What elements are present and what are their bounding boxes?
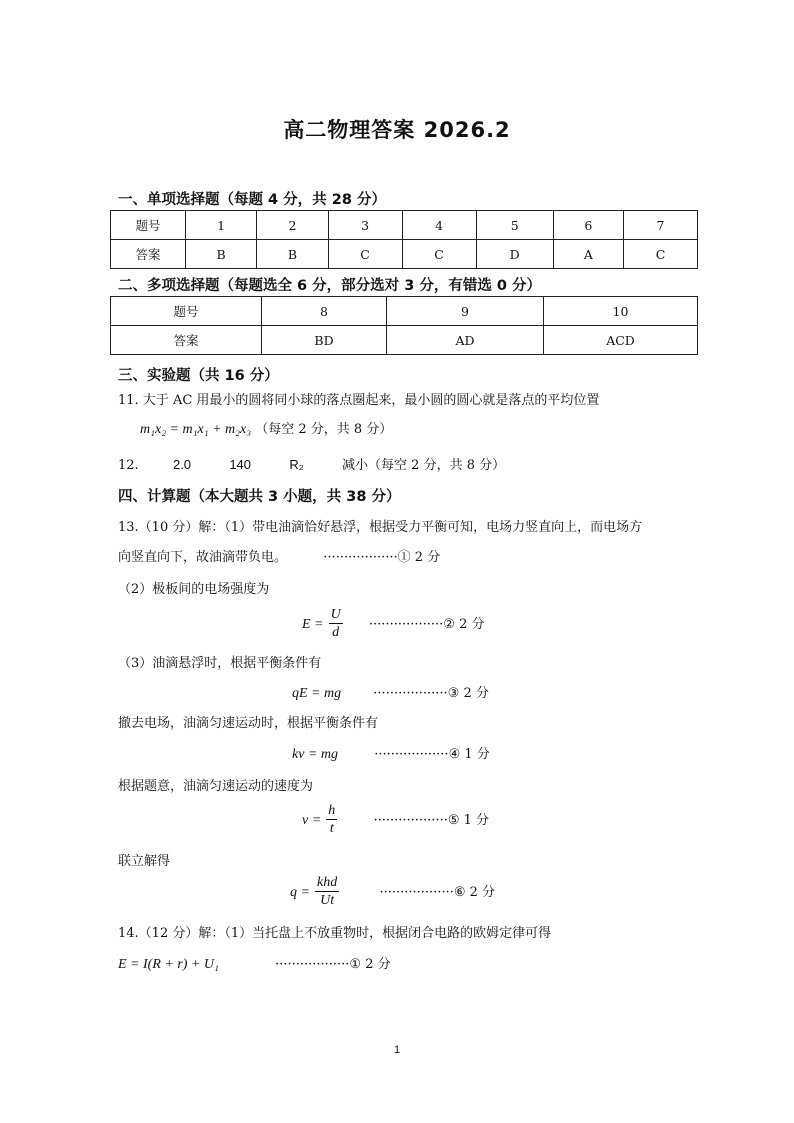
q11-text: 11. 大于 AC 用最小的圆将同小球的落点圈起来，最小圆的圆心就是落点的平均位置 <box>118 393 600 408</box>
table-row <box>111 326 698 355</box>
q11-equation: m₁x₂ = m₁x₁ + m₂x₃ <box>140 422 252 437</box>
eq2-numerator: U <box>330 607 341 622</box>
page-number: 1 <box>393 1044 401 1056</box>
q13-part3: （3）油滴悬浮时，根据平衡条件有 <box>118 656 322 671</box>
eq2-fraction <box>329 606 343 641</box>
eq5-lhs: v = <box>302 813 322 828</box>
table-cell: ACD <box>544 326 698 355</box>
table-cell: 7 <box>623 211 697 240</box>
eq6-row <box>290 874 495 909</box>
page-title: 高二物理答案 2026.2 <box>283 118 511 142</box>
section1-heading: 一、单项选择题（每题 4 分，共 28 分） <box>118 192 386 208</box>
q13-part4: 撤去电场，油滴匀速运动时，根据平衡条件有 <box>118 716 379 731</box>
eq4-row <box>292 743 490 763</box>
q13-mark2: ··················② 2 分 <box>368 617 485 632</box>
q13-mark4: ··················④ 1 分 <box>374 747 490 762</box>
q12-answer-2: 140 <box>229 457 252 472</box>
table-cell: 8 <box>262 297 387 326</box>
q14-mark1: ··················① 2 分 <box>275 957 391 972</box>
row-label-a: 答案 <box>111 240 186 269</box>
q13-line1: 13.（10 分）解：（1）带电油滴恰好悬浮，根据受力平衡可知，电场力竖直向上，而电场方 <box>118 520 643 535</box>
table-cell: 1 <box>186 211 257 240</box>
table-cell: C <box>623 240 697 269</box>
table-cell: B <box>257 240 328 269</box>
table-cell: 9 <box>387 297 544 326</box>
table-cell: 6 <box>553 211 623 240</box>
table-cell: C <box>402 240 476 269</box>
section2-heading: 二、多项选择题（每题选全 6 分，部分选对 3 分，有错选 0 分） <box>118 278 542 294</box>
q14-eq1-row <box>118 953 391 973</box>
q14-eq1: E = I(R + r) + U₁ <box>118 957 219 972</box>
q13-mark3: ··················③ 2 分 <box>373 686 489 701</box>
q11-equation-line <box>140 418 392 438</box>
row-label-q: 题号 <box>111 211 186 240</box>
table-row <box>111 240 698 269</box>
q11-note: （每空 2 分，共 8 分） <box>255 422 393 437</box>
q12-note: （每空 2 分，共 8 分） <box>368 458 506 473</box>
q12-line <box>118 454 505 473</box>
table-cell: 10 <box>544 297 698 326</box>
eq6-lhs: q = <box>290 885 310 900</box>
q13-mark1: ··················① 2 分 <box>323 550 441 565</box>
section3-heading: 三、实验题（共 16 分） <box>118 368 279 384</box>
eq4: kv = mg <box>292 747 338 762</box>
eq2-lhs: E = <box>302 617 324 632</box>
table-cell: BD <box>262 326 387 355</box>
eq5-row <box>302 802 489 837</box>
q13-line2: 向竖直向下，故油滴带负电。 <box>118 550 288 565</box>
table-cell: B <box>186 240 257 269</box>
eq6-denominator: Ut <box>320 893 335 908</box>
table-cell: 2 <box>257 211 328 240</box>
table-cell: 4 <box>402 211 476 240</box>
q14-line1: 14.（12 分）解：（1）当托盘上不放重物时，根据闭合电路的欧姆定律可得 <box>118 926 552 941</box>
q13-part6: 联立解得 <box>118 854 171 869</box>
q13-mark6: ··················⑥ 2 分 <box>379 885 496 900</box>
q13-line2-wrap <box>118 546 440 565</box>
q12-answer-3: R₂ <box>289 457 304 472</box>
eq5-numerator: h <box>328 803 336 818</box>
q13-part2: （2）极板间的电场强度为 <box>118 582 270 597</box>
table-row <box>111 211 698 240</box>
table-cell: 5 <box>476 211 553 240</box>
table-cell: 3 <box>328 211 402 240</box>
table-cell: AD <box>387 326 544 355</box>
q12-number: 12. <box>118 458 139 473</box>
eq5-denominator: t <box>329 821 334 836</box>
row-label-a: 答案 <box>111 326 262 355</box>
eq6-numerator: khd <box>317 875 338 890</box>
row-label-q: 题号 <box>111 297 262 326</box>
table-cell: C <box>328 240 402 269</box>
section1-table <box>110 210 698 269</box>
eq2-row <box>302 606 484 641</box>
table-cell: D <box>476 240 553 269</box>
eq2-denominator: d <box>332 625 340 640</box>
eq3: qE = mg <box>292 686 342 701</box>
section2-table <box>110 296 698 355</box>
table-row <box>111 297 698 326</box>
section4-heading: 四、计算题（本大题共 3 小题，共 38 分） <box>118 489 401 505</box>
q13-part5: 根据题意，油滴匀速运动的速度为 <box>118 779 314 794</box>
q12-answer-1: 2.0 <box>172 457 192 472</box>
q12-answer-4: 减小 <box>342 458 369 473</box>
eq3-row <box>292 682 489 702</box>
eq5-fraction <box>326 802 337 837</box>
eq6-fraction <box>315 874 339 909</box>
table-cell: A <box>553 240 623 269</box>
q13-mark5: ··················⑤ 1 分 <box>373 813 490 828</box>
